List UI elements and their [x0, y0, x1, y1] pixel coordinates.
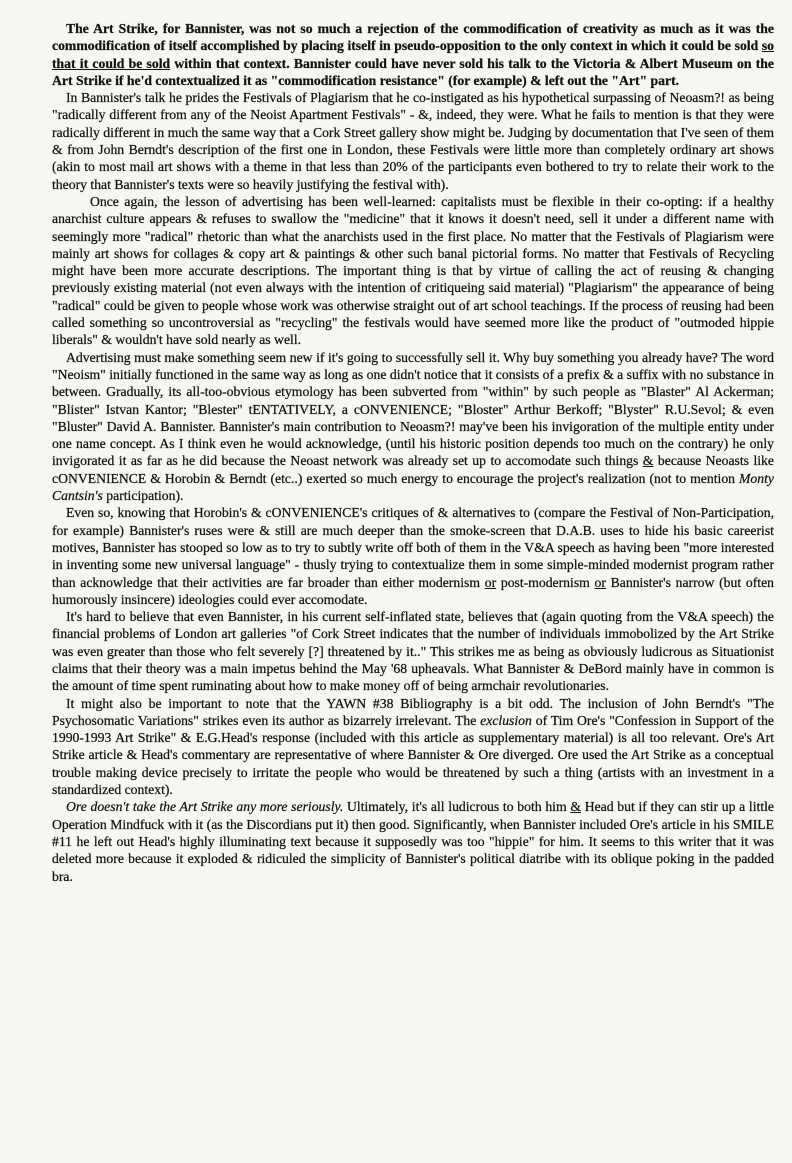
body-paragraph — [52, 608, 774, 694]
body-paragraph — [52, 20, 774, 89]
text-run: within that context. Bannister could have never sold his talk to the Victoria & Albert Museum on the Art Strike if he'd contextualized it as "commodification resistance" (for example) & left out the "Art" part. — [52, 55, 774, 88]
body-paragraph — [52, 349, 774, 505]
body-paragraph — [52, 798, 774, 884]
text-run: It's hard to believe that even Bannister, in his current self-inflated state, believes that (again quoting from the V&A speech) the financial problems of London art galleries "of Cork Street indicates that the number of individuals immobolized by the Art Strike was even greater than those who felt severely [?] threatened by it.." This strikes me as being as obviously ludicrous as Situationist claims that their theory was a main impetus behind the May '68 upheavals. What Bannister & DeBord mainly have in common is the amount of time spent ruminating about how to make money off of being armchair revolutionaries. — [52, 609, 774, 694]
underlined-text: & — [570, 799, 581, 815]
text-run: Even so, knowing that Horobin's & cONVENIENCE's critiques of & alternatives to (compare the Festival of Non-Participation, for example) Bannister's ruses were & still are much deeper than the smoke-screen that D.A.B. uses to hide his basic careerist motives, Bannister has stooped so low as to try to subtly write off both of them in the V&A speech as having been "more interested in inventing some new universal language" - thusly trying to contextualize them in some simple-minded modernist program rather than acknowledge that their activities are far broader than either modernism — [52, 505, 774, 590]
text-run: because Neoasts like cONVENIENCE & Horobin & Berndt (etc..) exerted so much energy to encourage the project's realization (not to mention — [52, 453, 774, 486]
italic-text: Monty Cantsin's — [52, 470, 774, 504]
body-paragraph — [52, 193, 774, 349]
text-run: Advertising must make something seem new if it's going to successfully sell it. Why buy something you already have? The word "Neoism" initially functioned in the same way as long as one didn't notice that it consists of a prefix & a suffix with no substance in between. Gradually, its all-too-obvious etymology has been subverted from "within" by such people as "Blaster" Al Ackerman; "Blister" Istvan Kantor; "Blester" tENTATIVELY, a cONVENIENCE; "Bloster" Arthur Berkoff; "Blyster" R.U.Sevol; & even "Bluster" David A. Bannister. Bannister's main contribution to Neoasm?! may've been his invigoration of the multiple entity under one name concept. As I think even he would acknowledge, (until his historic position depends too much on the contrary) he only invigorated it as far as he did because the Neoast network was already set up to accomodate such things — [52, 349, 774, 469]
body-paragraph — [52, 504, 774, 608]
body-paragraph — [52, 89, 774, 193]
text-run: Ultimately, it's all ludicrous to both him — [343, 799, 571, 815]
body-paragraph — [52, 695, 774, 799]
text-run: It might also be important to note that the YAWN #38 Bibliography is a bit odd. The inclusion of John Berndt's "The Psychosomatic Variations" strikes even its author as bizarrely irrelevant. The — [52, 695, 774, 728]
italic-text: Ore doesn't take the Art Strike any more seriously. — [66, 799, 344, 815]
underlined-text: or — [484, 574, 497, 590]
text-run: The Art Strike, for Bannister, was not so much a rejection of the commodification of creativity as much as it was the commodification of itself accomplished by placing itself in pseudo-opposition to the only context in which it could be sold — [52, 21, 774, 54]
text-run: In Bannister's talk he prides the Festivals of Plagiarism that he co-instigated as his hypothetical surpassing of Neoasm?! as being "radically different from any of the Neoist Apartment Festivals" - &, indeed, they were. What he fails to mention is that they were radically different in much the same way that a Cork Street gallery show might be. Judging by documentation that I've seen of them & from John Berndt's description of the first one in London, these Festivals were little more than completely ordinary art shows (akin to most mail art shows with a theme in that less than 20% of the participants even bothered to try to relate their work to the theory that Bannister's texts were so heavily justifying the festival with). — [52, 90, 774, 192]
underlined-text: so that it could be sold — [52, 38, 774, 71]
italic-text: exclusion — [480, 712, 532, 728]
text-run: of Tim Ore's "Confession in Support of the 1990-1993 Art Strike" & E.G.Head's response (included with this article as supplementary material) is all too relevant. Ore's Art Strike article & Head's commentary are representative of where Bannister & Ore diverged. Ore used the Art Strike as a conceptual trouble making device precisely to irritate the people who would be threatened by such a thing (artists with an investment in a standardized context). — [52, 712, 775, 798]
underlined-text: or — [594, 574, 606, 590]
text-run: Head but if they can stir up a little Operation Mindfuck with it (as the Discordians put it) then good. Significantly, when Bannister included Ore's article in his SMILE #11 he left out Head's highly illuminating text because it supposedly was too "hippie" for him. It seems to this writer that it was deleted more because it exploded & ridiculed the simplicity of Bannister's political diatribe with its oblique poking in the padded bra. — [52, 799, 774, 884]
text-run: Bannister's narrow (but often humorously insincere) ideologies could ever accomodate. — [52, 574, 774, 607]
text-run: Once again, the lesson of advertising has been well-learned: capitalists must be flexible in their co-opting: if a healthy anarchist culture appears & refuses to swallow the "medicine" that it knows it doesn't need, sell it under a different name with seemingly more "radical" rhetoric than what the anarchists used in the first place. No matter that the Festivals of Plagiarism were mainly art shows for collages & copy art & paintings & other such banal pictorial forms. No matter that Festivals of Recycling might have been more accurate descriptions. The important thing is that by virtue of calling the act of reusing & changing previously existing material (not even always with the intention of critiqueing said material) "Plagiarism" the appearance of being "radical" could be given to people whose work was otherwise straight out of art school teachings. If the process of reusing had been called something so uncontroversial as "recycling" the festivals would have seemed more like the product of "outmoded hippie liberals" & wouldn't have sold nearly as well. — [52, 193, 774, 348]
text-run: post-modernism — [496, 574, 595, 590]
text-run: participation). — [102, 488, 184, 504]
underlined-text: & — [642, 453, 654, 469]
document-page — [52, 20, 774, 1150]
